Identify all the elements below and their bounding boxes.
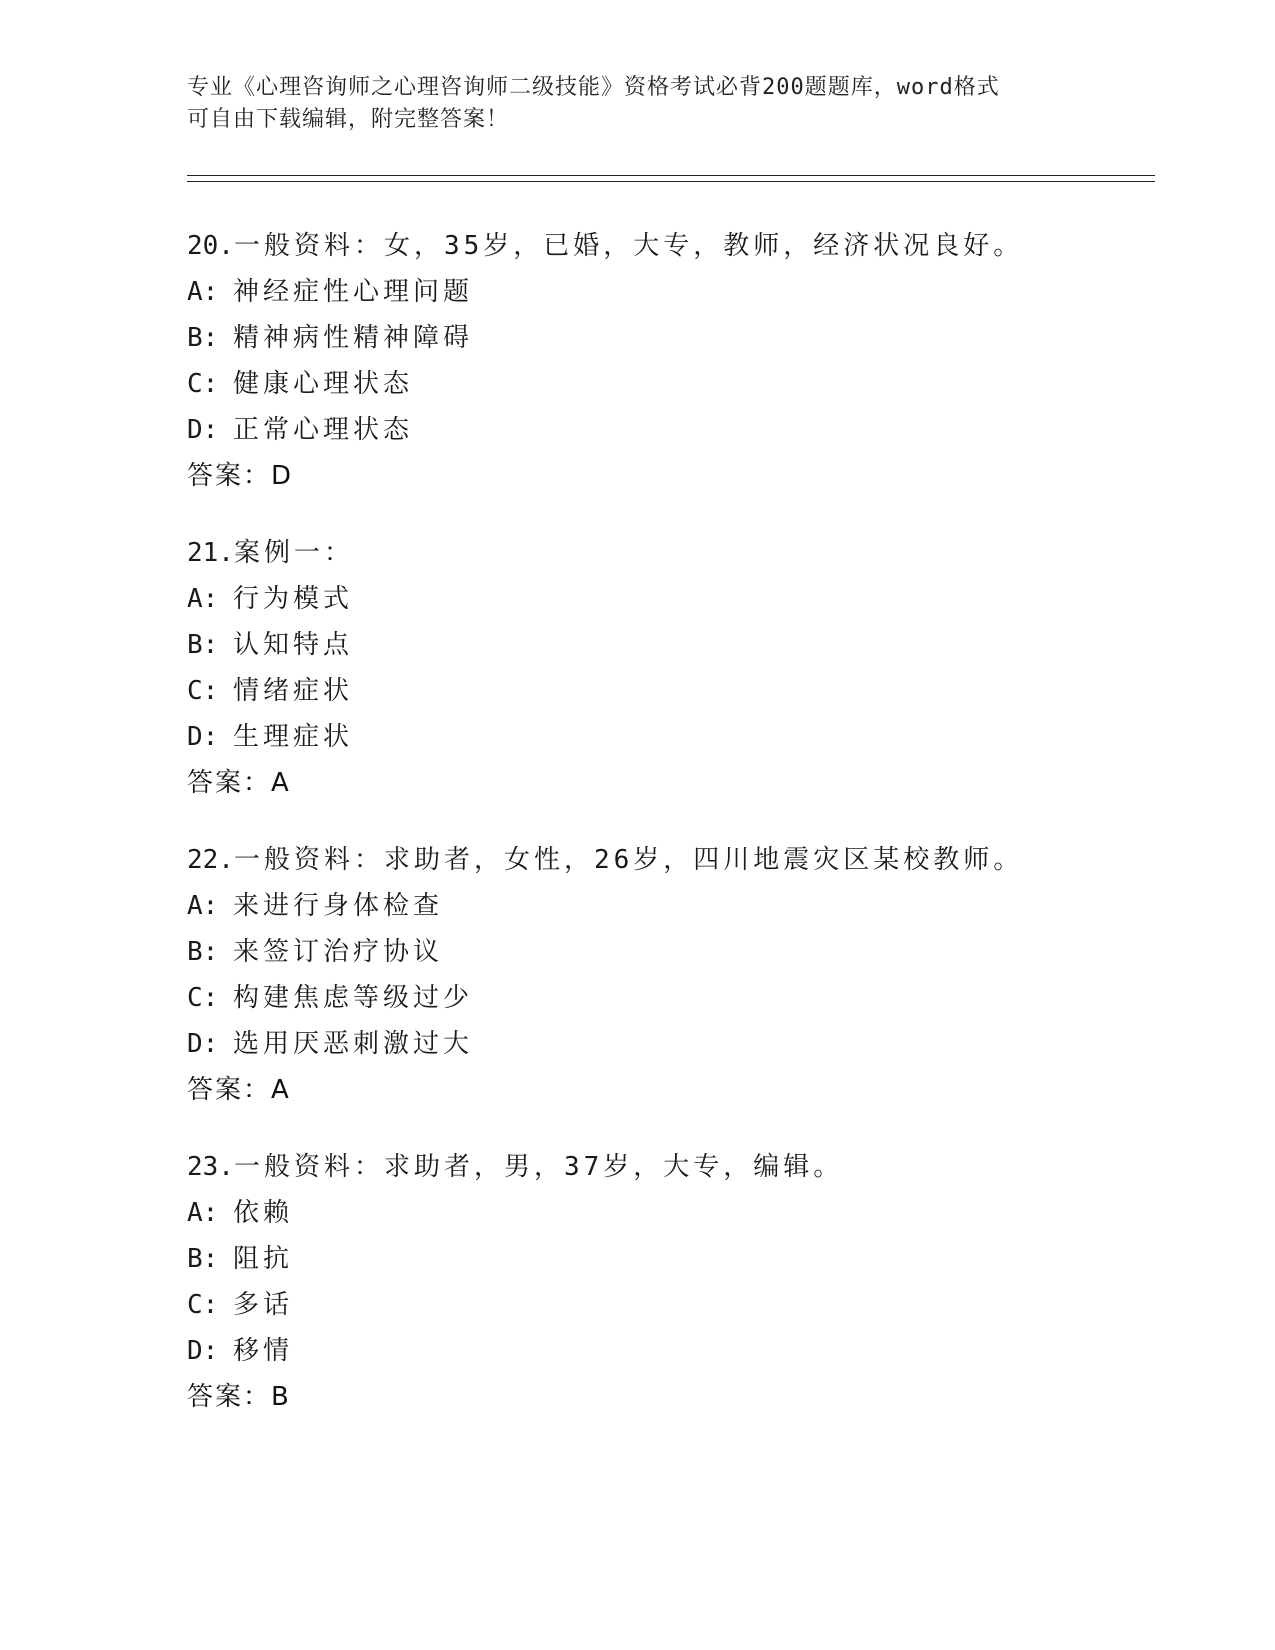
option-c (187, 975, 1147, 1021)
option-d (187, 407, 1147, 453)
document-header (187, 72, 1087, 136)
answer: 答案：A (187, 768, 291, 798)
option-c (187, 668, 1147, 714)
option-text: 行为模式 (233, 584, 354, 614)
header-line-1: 专业《心理咨询师之心理咨询师二级技能》资格考试必背200题题库，word格式 (187, 75, 1000, 100)
question-text: 一般资料：求助者，女性，26岁，四川地震灾区某校教师。 (233, 845, 1024, 875)
question-23 (187, 1144, 1147, 1420)
option-label: A: (187, 584, 219, 614)
question-stem (187, 837, 1147, 883)
option-label: D: (187, 415, 219, 445)
option-a (187, 269, 1147, 315)
question-20 (187, 223, 1147, 499)
option-text: 情绪症状 (233, 676, 354, 706)
answer: 答案：A (187, 1075, 291, 1105)
question-stem (187, 530, 1147, 576)
option-label: A: (187, 891, 219, 921)
option-a (187, 883, 1147, 929)
option-label: C: (187, 983, 219, 1013)
option-d (187, 1328, 1147, 1374)
option-label: D: (187, 1029, 219, 1059)
option-b (187, 929, 1147, 975)
header-line-2: 可自由下载编辑，附完整答案！ (187, 107, 510, 132)
option-b (187, 622, 1147, 668)
option-text: 生理症状 (233, 722, 354, 752)
option-text: 阻抗 (233, 1244, 294, 1274)
question-text: 一般资料：求助者，男，37岁，大专，编辑。 (233, 1152, 844, 1182)
option-d (187, 1021, 1147, 1067)
option-text: 依赖 (233, 1198, 294, 1228)
option-a (187, 1190, 1147, 1236)
option-label: C: (187, 369, 219, 399)
header-divider-bottom (187, 181, 1155, 182)
option-label: B: (187, 1244, 219, 1274)
option-text: 神经症性心理问题 (233, 277, 474, 307)
question-number: 23. (187, 1152, 234, 1182)
question-text: 一般资料：女，35岁，已婚，大专，教师，经济状况良好。 (233, 231, 1024, 261)
option-text: 移情 (233, 1336, 294, 1366)
answer: 答案：B (187, 1382, 291, 1412)
question-text: 案例一： (233, 538, 354, 568)
option-text: 选用厌恶刺激过大 (233, 1029, 474, 1059)
option-a (187, 576, 1147, 622)
option-label: B: (187, 630, 219, 660)
option-b (187, 1236, 1147, 1282)
option-label: B: (187, 323, 219, 353)
question-number: 21. (187, 538, 234, 568)
question-stem (187, 223, 1147, 269)
option-text: 精神病性精神障碍 (233, 323, 474, 353)
question-21 (187, 530, 1147, 806)
option-label: C: (187, 1290, 219, 1320)
question-stem (187, 1144, 1147, 1190)
option-text: 健康心理状态 (233, 369, 414, 399)
option-label: A: (187, 277, 219, 307)
question-number: 22. (187, 845, 234, 875)
option-text: 来进行身体检查 (233, 891, 444, 921)
option-text: 正常心理状态 (233, 415, 414, 445)
option-label: B: (187, 937, 219, 967)
option-c (187, 361, 1147, 407)
question-22 (187, 837, 1147, 1113)
option-label: D: (187, 722, 219, 752)
option-b (187, 315, 1147, 361)
option-label: C: (187, 676, 219, 706)
option-text: 构建焦虑等级过少 (233, 983, 474, 1013)
option-text: 认知特点 (233, 630, 354, 660)
question-number: 20. (187, 231, 234, 261)
answer: 答案：D (187, 461, 294, 491)
option-label: A: (187, 1198, 219, 1228)
option-label: D: (187, 1336, 219, 1366)
option-text: 多话 (233, 1290, 294, 1320)
header-divider-top (187, 175, 1155, 176)
option-d (187, 714, 1147, 760)
option-text: 来签订治疗协议 (233, 937, 444, 967)
option-c (187, 1282, 1147, 1328)
